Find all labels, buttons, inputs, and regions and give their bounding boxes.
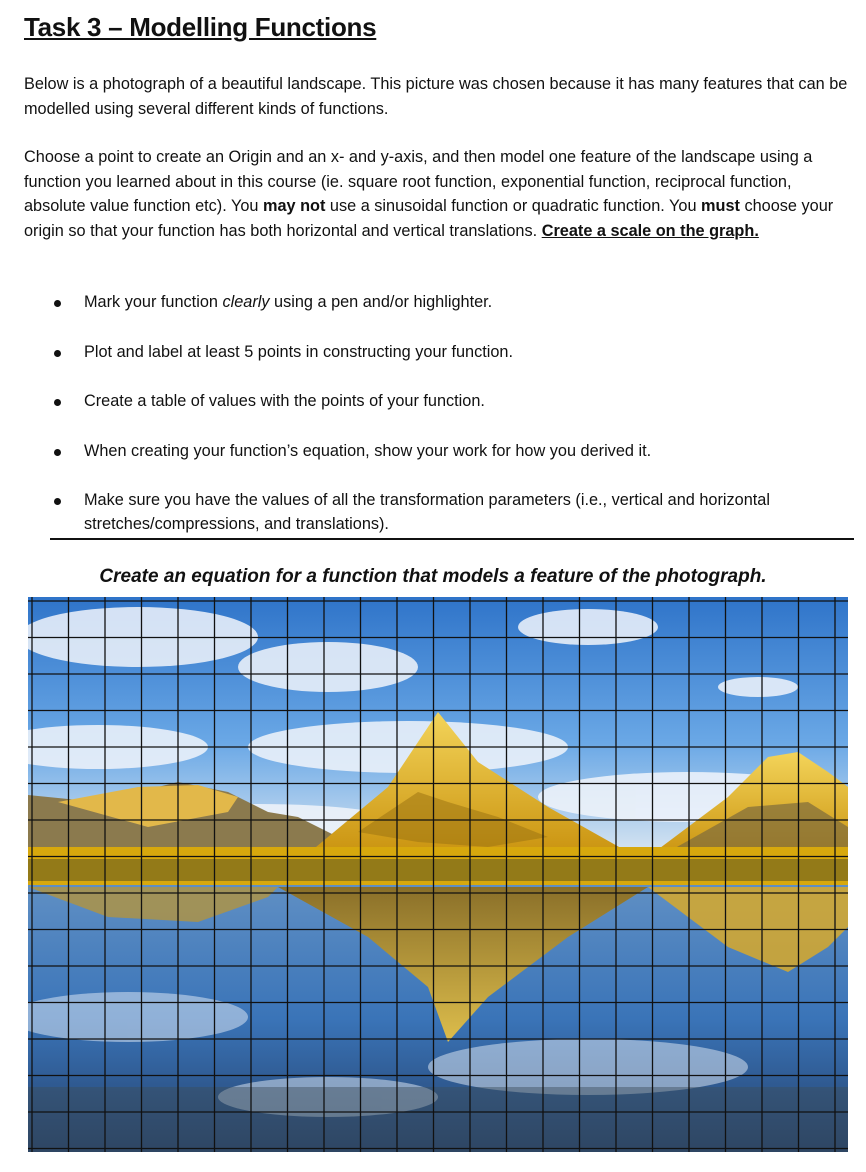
must-emphasis: must bbox=[701, 197, 740, 215]
divider bbox=[50, 538, 854, 540]
list-item-text: Plot and label at least 5 points in constructing your function. bbox=[84, 343, 513, 361]
bullet-icon bbox=[54, 498, 61, 505]
bullet-icon bbox=[54, 350, 61, 357]
create-scale-emphasis: Create a scale on the graph. bbox=[541, 221, 759, 240]
list-item-text: When creating your function’s equation, show your work for how you derived it. bbox=[84, 442, 652, 460]
instructions-text-2: use a sinusoidal function or quadratic function. You bbox=[325, 197, 702, 215]
page-title: Task 3 – Modelling Functions bbox=[24, 12, 377, 42]
instructions-paragraph bbox=[24, 145, 854, 243]
instructions-text-1: Choose a point to create an Origin and an x- and y-axis, and then model one feature of the landscape using a function you learned about in this course (ie. square root function, exponential function, reciprocal function, absolute value function etc). You bbox=[24, 148, 813, 215]
list-item-text: Create a table of values with the points of your function. bbox=[84, 392, 485, 410]
list-item-text: Make sure you have the values of all the transformation parameters (i.e., vertical and horizontal stretches/compressions, and translations). bbox=[84, 491, 770, 533]
may-not-emphasis: may not bbox=[262, 197, 326, 215]
bullet-icon bbox=[54, 399, 61, 406]
instructions-text-3: choose your origin so that your function has both horizontal and vertical translations. bbox=[24, 197, 834, 240]
landscape-photograph bbox=[28, 597, 848, 1152]
clearly-emphasis: clearly bbox=[222, 293, 270, 311]
list-item-text: Mark your function clearly using a pen and/or highlighter. bbox=[84, 293, 493, 311]
bullet-icon bbox=[54, 300, 61, 307]
bullet-icon bbox=[54, 449, 61, 456]
landscape-graph-svg bbox=[28, 597, 848, 1152]
intro-paragraph: Below is a photograph of a beautiful landscape. This picture was chosen because it has many features that can be modelled using several different kinds of functions. bbox=[24, 75, 848, 118]
figure-caption: Create an equation for a function that models a feature of the photograph. bbox=[99, 566, 767, 587]
